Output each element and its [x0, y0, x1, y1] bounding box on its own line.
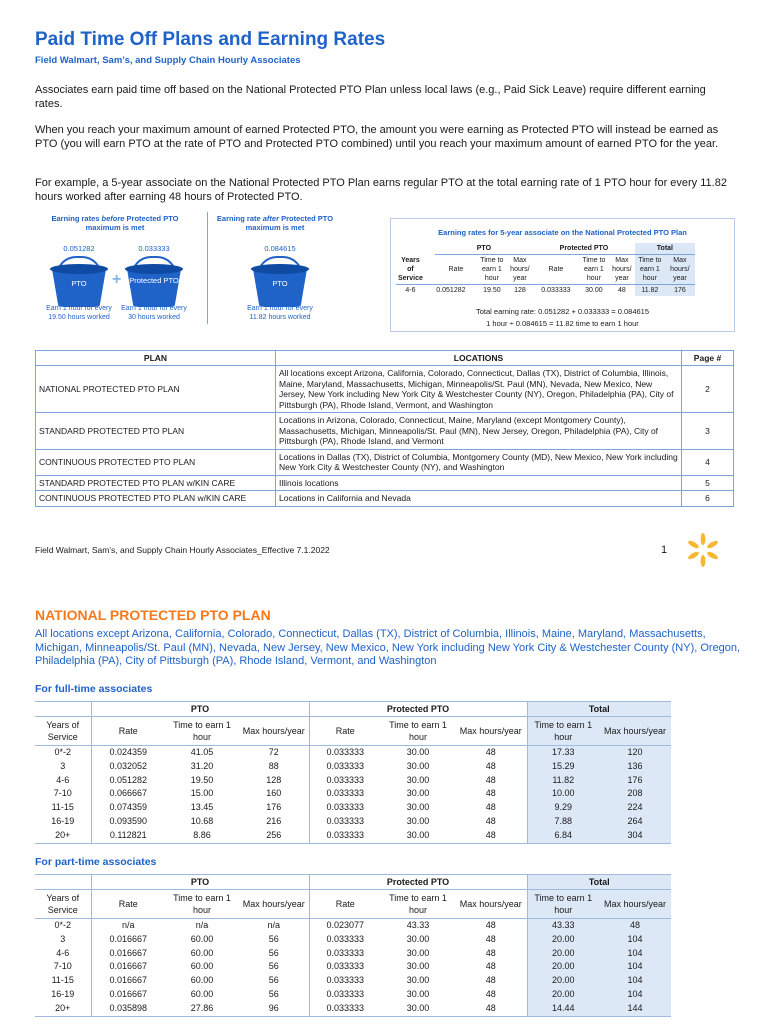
table-cell: n/a	[195, 920, 209, 930]
table-cell: 216	[266, 815, 282, 826]
table-cell: 48	[485, 815, 496, 826]
table-cell: 7.88	[527, 815, 599, 829]
table-cell: 30.00	[381, 1002, 455, 1016]
col-years: Years of Service	[35, 717, 91, 746]
table-cell: 13.45	[190, 802, 214, 813]
table-cell: 0.033333	[309, 774, 381, 788]
table-cell: 30.00	[406, 975, 430, 986]
table-row	[35, 933, 671, 947]
rate-pto: 0.051282	[63, 244, 95, 253]
example-cell: 128	[514, 287, 526, 294]
table-cell: 72	[268, 747, 279, 757]
col-rate: Rate	[91, 890, 165, 919]
plan-row	[36, 366, 734, 413]
table-cell: 264	[599, 815, 671, 829]
bucket-illustration	[35, 212, 425, 342]
table-cell: 0*-2	[54, 920, 71, 930]
example-col-years: Years of Service	[398, 256, 423, 282]
table-cell: 9.29	[527, 801, 599, 815]
table-cell: 224	[599, 801, 671, 815]
example-group-pto: PTO	[435, 243, 533, 255]
plan-row	[36, 449, 734, 475]
example-group-total: Total	[635, 243, 695, 255]
table-cell: 0.112821	[91, 829, 165, 843]
intro-paragraph-3: For example, a 5-year associate on the National Protected PTO Plan earns regular PTO at the total earning rate of 1 PTO hour for every 11.82 hours worked after earning 48 hours of Protected PTO.	[35, 177, 727, 203]
table-cell: 0.033333	[309, 947, 381, 961]
col-time: Time to earn 1 hour	[165, 717, 239, 746]
plan-locations: Locations in Dallas (TX), District of Columbia, Montgomery County (MD), New Mexico, New York including New York City & Westchester County (NY), and Washington	[276, 449, 682, 475]
example-cell: 19.50	[483, 287, 501, 294]
table-cell: 48	[455, 1002, 527, 1016]
table-cell: 56	[268, 988, 279, 999]
table-cell: 104	[599, 947, 671, 961]
table-cell: n/a	[267, 920, 280, 930]
table-cell: 20.00	[527, 933, 599, 947]
table-cell: 0.016667	[91, 974, 165, 988]
example-col-rate-2: Rate	[548, 266, 564, 273]
combined-pto-bucket-icon: PTO	[251, 264, 309, 308]
table-cell: 56	[268, 961, 279, 972]
table-cell: 56	[268, 933, 279, 944]
plan-page: 5	[682, 475, 734, 491]
table-row	[35, 774, 671, 788]
table-cell: 60.00	[190, 961, 214, 972]
example-col-rate: Rate	[448, 266, 464, 273]
table-cell: 0.033333	[309, 988, 381, 1002]
earn-protected-label: Earn 1 hour for every 30 hours worked	[121, 305, 187, 321]
table-row	[35, 947, 671, 961]
table-cell: 56	[268, 975, 279, 986]
col-time: Time to earn 1 hour	[381, 890, 455, 919]
table-cell: 43.33	[406, 920, 430, 930]
table-cell: 48	[485, 774, 496, 785]
table-cell: 48	[485, 933, 496, 944]
intro-paragraph-1: Associates earn paid time off based on the National Protected PTO Plan unless local laws (e.g., Paid Sick Leave) require different earning rates.	[35, 84, 706, 110]
col-total-max: Max hours/year	[599, 717, 671, 746]
plan-page: 3	[682, 413, 734, 450]
table-cell: 20.00	[527, 960, 599, 974]
table-cell: 48	[455, 829, 527, 843]
table-cell: 30.00	[406, 747, 430, 757]
plans-table	[35, 350, 734, 507]
rate-protected: 0.033333	[138, 244, 170, 253]
protected-pto-bucket-icon: Protected PTO	[125, 264, 183, 308]
table-cell: 4-6	[56, 947, 70, 958]
part-time-table	[35, 874, 671, 1017]
footer-text: Field Walmart, Sam’s, and Supply Chain Hourly Associates_Effective 7.1.2022	[35, 545, 330, 555]
plan-name: CONTINUOUS PROTECTED PTO PLAN w/KIN CARE	[36, 491, 276, 507]
example-table	[396, 243, 695, 296]
plan-row	[36, 475, 734, 491]
table-cell: 48	[485, 802, 496, 813]
plan-page: 6	[682, 491, 734, 507]
table-cell: 19.50	[190, 774, 214, 785]
example-cell: 4-6	[405, 287, 416, 294]
col-rate: Rate	[91, 717, 165, 746]
table-cell: 60.00	[190, 975, 214, 986]
group-protected: Protected PTO	[309, 702, 527, 717]
intro-paragraph-2: When you reach your maximum amount of earned Protected PTO, the amount you were earning as Protected PTO will instead be earned as PTO (you will earn PTO at the rate of PTO and Protected PTO combined) until you reach your maximum amount of earned PTO for the year.	[35, 124, 719, 150]
example-foot-2: 1 hour ÷ 0.084615 = 11.82 time to earn 1 hour	[486, 319, 639, 328]
table-row	[35, 960, 671, 974]
plus-icon: +	[112, 271, 122, 288]
table-row	[35, 1002, 671, 1016]
table-row	[35, 988, 671, 1002]
table-cell: 304	[599, 829, 671, 843]
example-box	[390, 218, 735, 332]
table-cell: 30.00	[406, 947, 430, 958]
table-cell: 104	[599, 974, 671, 988]
table-cell: 0.023077	[309, 919, 381, 933]
table-cell: 48	[485, 788, 496, 799]
table-cell: 0.033333	[309, 787, 381, 801]
col-max: Max hours/year	[455, 890, 527, 919]
col-max: Max hours/year	[455, 717, 527, 746]
table-row	[35, 801, 671, 815]
table-cell: 30.00	[406, 961, 430, 972]
table-cell: 128	[266, 774, 282, 785]
table-cell: 31.20	[190, 760, 214, 771]
table-cell: 20+	[35, 829, 91, 843]
table-cell: 30.00	[381, 829, 455, 843]
table-cell: 176	[599, 774, 671, 788]
table-cell: 6.84	[527, 829, 599, 843]
table-cell: 48	[485, 975, 496, 986]
col-years: Years of Service	[35, 890, 91, 919]
full-time-heading: For full-time associates	[35, 683, 153, 695]
table-cell: 17.33	[527, 746, 599, 760]
after-heading: Earning rate after Protected PTO maximum is met	[216, 214, 334, 232]
table-cell: 256	[239, 829, 309, 843]
rate-combined: 0.084615	[264, 244, 296, 253]
table-row	[35, 919, 671, 933]
table-cell: n/a	[91, 919, 165, 933]
table-cell: 30.00	[406, 760, 430, 771]
plan-locations: Locations in California and Nevada	[276, 491, 682, 507]
table-cell: 0.016667	[91, 960, 165, 974]
example-cell: 48	[618, 287, 626, 294]
plan-row	[36, 413, 734, 450]
table-cell: 14.44	[527, 1002, 599, 1016]
plan-page: 2	[682, 366, 734, 413]
table-cell: 30.00	[406, 774, 430, 785]
plan-name: CONTINUOUS PROTECTED PTO PLAN	[36, 449, 276, 475]
table-cell: 15.29	[527, 760, 599, 774]
plan-locations: All locations except Arizona, California, Colorado, Connecticut, Dallas (TX), District of Columbia, Illinois, Maine, Maryland, Massachusetts, Michigan, Minneapolis/St. Paul (MN), Nevada, New Mexico, New Jersey, New York including New York City & Westchester County (NY), Oregon, Philadelphia (PA), City of Pittsburgh (PA), Rhode Island, Vermont, and Washington	[276, 366, 682, 413]
table-cell: 160	[266, 788, 282, 799]
table-cell: 7-10	[53, 961, 72, 972]
divider	[207, 212, 208, 324]
table-cell: 48	[599, 919, 671, 933]
plan-page: 4	[682, 449, 734, 475]
example-col-max: Max hours/ year	[510, 257, 530, 282]
table-cell: 4-6	[56, 774, 70, 785]
section-subtitle: All locations except Arizona, California, Colorado, Connecticut, Dallas (TX), District of Columbia, Illinois, Maine, Maryland, Massachusetts, Michigan, Minneapolis/St. Paul (MN), Nevada, New Jersey, New Mexico, New York including New York City & Westchester County (NY), Oregon, Philadelphia (PA), City of Pittsburgh (PA), Rhode Island, Vermont, and Washington	[35, 628, 741, 667]
table-cell: 48	[485, 988, 496, 999]
table-cell: 0.033333	[309, 801, 381, 815]
group-pto: PTO	[91, 702, 309, 717]
table-cell: 104	[599, 988, 671, 1002]
earn-pto-label: Earn 1 hour for every 19.50 hours worked	[46, 305, 112, 321]
pto-bucket-icon: PTO	[50, 264, 108, 308]
table-cell: 0.016667	[91, 947, 165, 961]
example-title: Earning rates for 5-year associate on the National Protected PTO Plan	[438, 228, 687, 237]
table-cell: 0.035898	[91, 1002, 165, 1016]
table-cell: 0.066667	[91, 787, 165, 801]
group-protected: Protected PTO	[309, 875, 527, 890]
table-cell: 120	[599, 746, 671, 760]
table-cell: 176	[266, 802, 282, 813]
plan-name: STANDARD PROTECTED PTO PLAN w/KIN CARE	[36, 475, 276, 491]
example-foot-1: Total earning rate: 0.051282 + 0.033333 = 0.084615	[475, 307, 650, 316]
table-cell: 0.033333	[309, 760, 381, 774]
table-cell: 0.033333	[309, 960, 381, 974]
plans-col-locations: LOCATIONS	[276, 351, 682, 366]
plan-row	[36, 491, 734, 507]
col-total-max: Max hours/year	[599, 890, 671, 919]
table-cell: 27.86	[165, 1002, 239, 1016]
table-row	[35, 815, 671, 829]
table-cell: 60.00	[190, 988, 214, 999]
table-cell: 11-15	[51, 975, 74, 986]
table-cell: 20.00	[527, 974, 599, 988]
table-cell: 0*-2	[54, 747, 71, 757]
table-cell: 30.00	[406, 933, 430, 944]
col-time: Time to earn 1 hour	[165, 890, 239, 919]
table-row	[35, 829, 671, 843]
table-row	[35, 760, 671, 774]
example-col-time-2: Time to earn 1 hour	[582, 257, 606, 282]
col-total-time: Time to earn 1 hour	[527, 890, 599, 919]
table-cell: 48	[485, 747, 496, 757]
example-col-time: Time to earn 1 hour	[480, 257, 504, 282]
table-cell: 11-15	[51, 802, 74, 813]
table-cell: 60.00	[190, 933, 214, 944]
table-cell: 0.016667	[91, 933, 165, 947]
table-cell: 0.033333	[309, 933, 381, 947]
table-cell: 30.00	[406, 988, 430, 999]
table-cell: 48	[485, 760, 496, 771]
table-cell: 0.033333	[309, 1002, 381, 1016]
table-cell: 96	[239, 1002, 309, 1016]
section-title: NATIONAL PROTECTED PTO PLAN	[35, 607, 271, 623]
group-pto: PTO	[91, 875, 309, 890]
col-rate: Rate	[309, 890, 381, 919]
table-cell: 20.00	[527, 947, 599, 961]
part-time-heading: For part-time associates	[35, 856, 157, 868]
table-cell: 0.033333	[309, 815, 381, 829]
table-cell: 104	[599, 960, 671, 974]
table-cell: 48	[485, 961, 496, 972]
table-cell: 43.33	[527, 919, 599, 933]
table-cell: 0.016667	[91, 988, 165, 1002]
col-time: Time to earn 1 hour	[381, 717, 455, 746]
table-row	[35, 787, 671, 801]
example-cell: 30.00	[585, 287, 603, 294]
example-col-max-2: Max hours/ year	[612, 257, 632, 282]
example-cell: 0.033333	[541, 287, 571, 294]
table-cell: 0.024359	[91, 746, 165, 760]
table-cell: 11.82	[527, 774, 599, 788]
table-row	[35, 746, 671, 760]
spark-icon	[686, 533, 720, 567]
example-cell: 11.82	[635, 285, 665, 297]
table-cell: 41.05	[190, 747, 214, 757]
plan-locations: Illinois locations	[276, 475, 682, 491]
earn-after-label: Earn 1 hour for every 11.82 hours worked	[247, 305, 313, 321]
example-col-total-max: Max hours/ year	[665, 255, 695, 285]
table-cell: 15.00	[190, 788, 214, 799]
table-cell: 20+	[35, 1002, 91, 1016]
table-cell: 136	[599, 760, 671, 774]
table-cell: 20.00	[527, 988, 599, 1002]
table-cell: 0.093590	[91, 815, 165, 829]
plans-col-page: Page #	[682, 351, 734, 366]
table-cell: 48	[485, 947, 496, 958]
table-cell: 56	[268, 947, 279, 958]
plans-col-plan: PLAN	[36, 351, 276, 366]
table-cell: 8.86	[165, 829, 239, 843]
table-cell: 0.033333	[309, 829, 381, 843]
table-cell: 10.68	[190, 815, 214, 826]
col-max: Max hours/year	[239, 890, 309, 919]
before-heading: Earning rates before Protected PTO maximum is met	[51, 214, 179, 232]
example-cell: 0.051282	[436, 287, 466, 294]
table-cell: 3	[60, 933, 66, 944]
table-cell: 10.00	[527, 787, 599, 801]
page-title: Paid Time Off Plans and Earning Rates	[35, 29, 386, 50]
table-cell: 30.00	[406, 802, 430, 813]
full-time-table	[35, 701, 671, 844]
plan-name: STANDARD PROTECTED PTO PLAN	[36, 413, 276, 450]
table-cell: 0.033333	[309, 974, 381, 988]
example-cell: 176	[665, 285, 695, 297]
table-cell: 0.032052	[91, 760, 165, 774]
col-max: Max hours/year	[239, 717, 309, 746]
col-rate: Rate	[309, 717, 381, 746]
table-cell: 30.00	[406, 788, 430, 799]
group-total: Total	[527, 875, 671, 890]
col-total-time: Time to earn 1 hour	[527, 717, 599, 746]
example-group-protected: Protected PTO	[533, 243, 635, 255]
table-row	[35, 974, 671, 988]
table-cell: 144	[599, 1002, 671, 1016]
group-total: Total	[527, 702, 671, 717]
page-number: 1	[661, 544, 668, 556]
table-cell: 3	[60, 760, 66, 771]
table-cell: 7-10	[53, 788, 72, 799]
table-cell: 104	[599, 933, 671, 947]
plan-name: NATIONAL PROTECTED PTO PLAN	[36, 366, 276, 413]
table-cell: 30.00	[406, 815, 430, 826]
table-cell: 48	[485, 920, 496, 930]
plan-locations: Locations in Arizona, Colorado, Connecticut, Maine, Maryland (except Montgomery County), Massachusetts, Michigan, Minneapolis/St. Paul (MN), New Jersey, Oregon, Philadelphia (PA), City of Pittsburgh (PA), Rhode Island, and Vermont	[276, 413, 682, 450]
table-cell: 16-19	[51, 988, 75, 999]
table-cell: 88	[268, 760, 279, 771]
table-cell: 0.051282	[91, 774, 165, 788]
page-subtitle: Field Walmart, Sam’s, and Supply Chain Hourly Associates	[35, 55, 301, 66]
example-col-total-time: Time to earn 1 hour	[635, 255, 665, 285]
table-cell: 208	[599, 787, 671, 801]
table-cell: 60.00	[190, 947, 214, 958]
table-cell: 16-19	[51, 815, 75, 826]
table-cell: 0.074359	[91, 801, 165, 815]
table-cell: 0.033333	[309, 746, 381, 760]
